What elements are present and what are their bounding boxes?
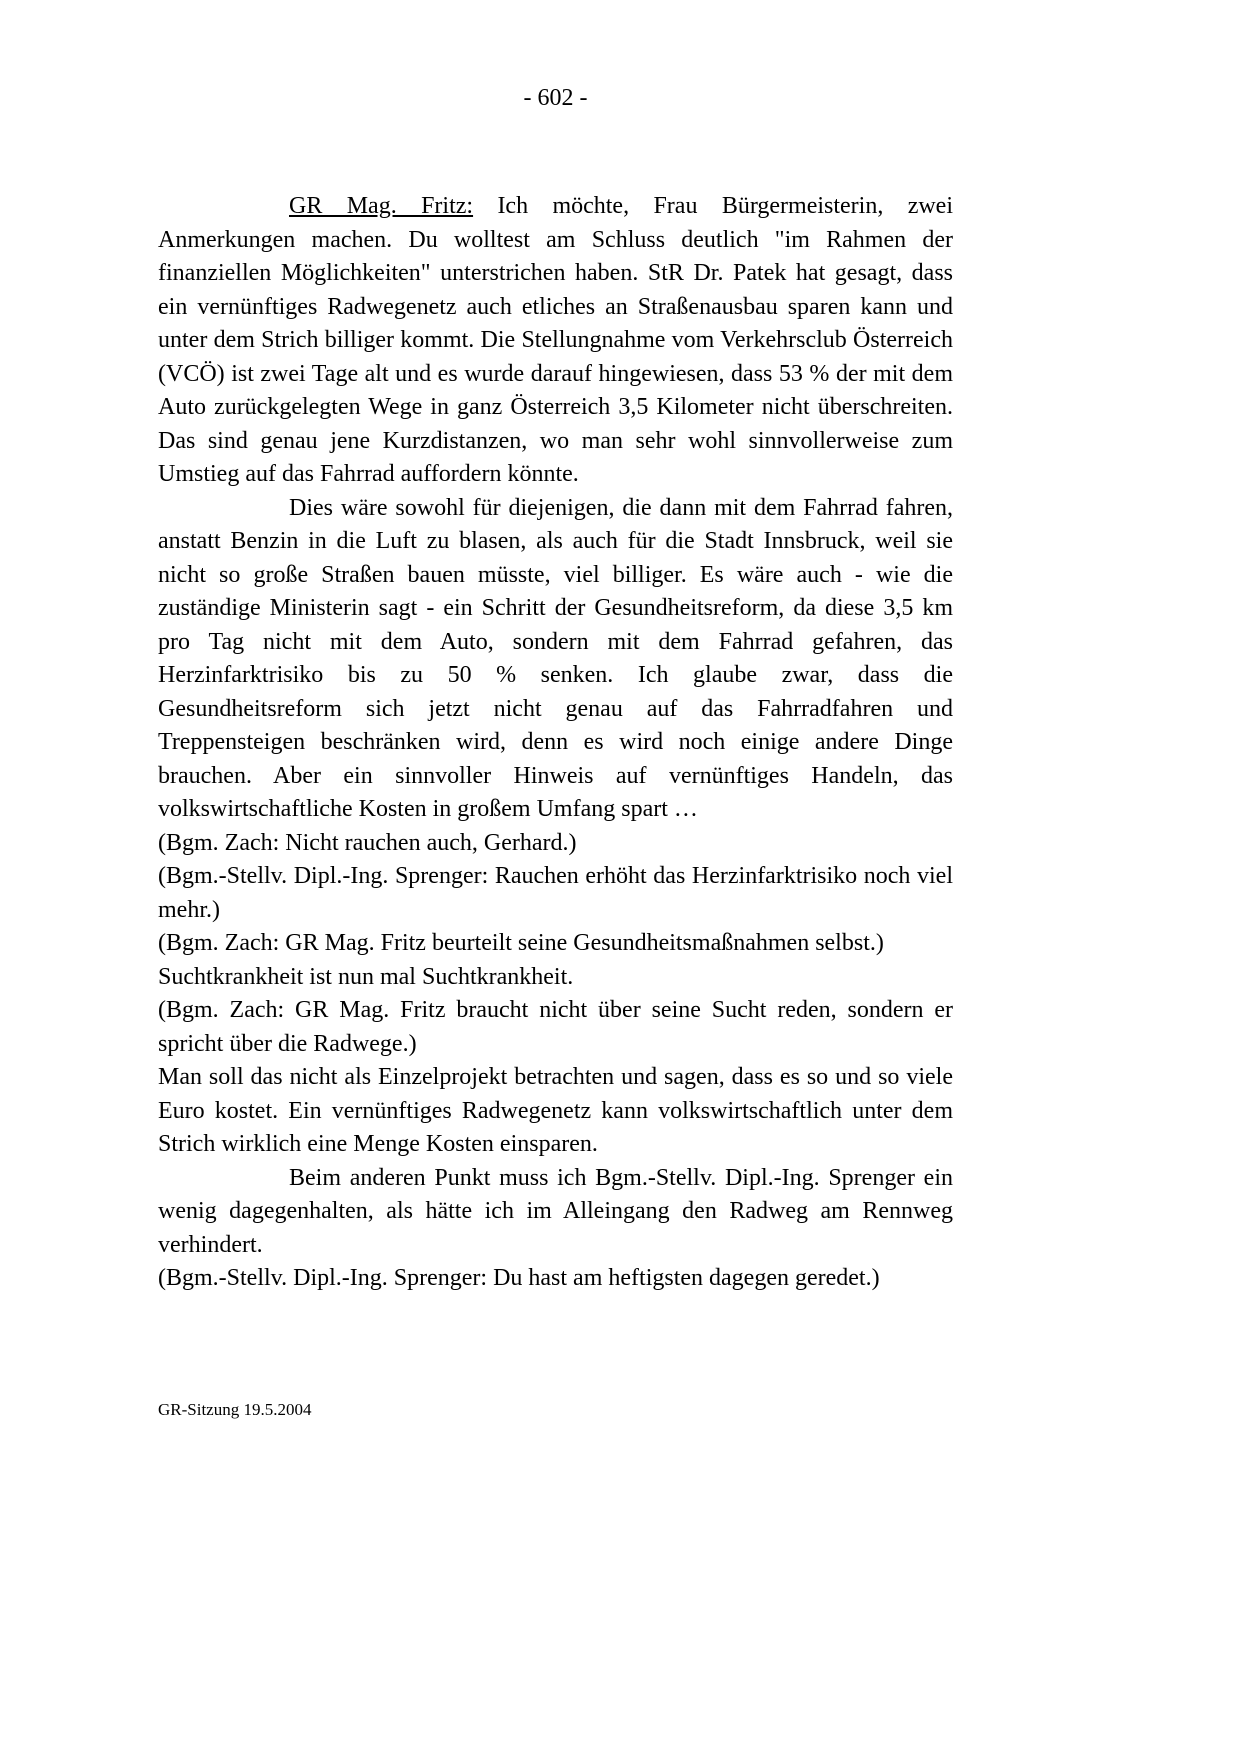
document-body (158, 190, 953, 1296)
interjection: (Bgm.-Stellv. Dipl.-Ing. Sprenger: Rauchen erhöht das Herzinfarktrisiko noch viel mehr.) (158, 863, 953, 923)
document-page (158, 0, 953, 1755)
page-number: - 602 - (523, 85, 588, 111)
paragraph: Beim anderen Punkt muss ich Bgm.-Stellv. Dipl.-Ing. Sprenger ein wenig dagegenhalten, als hätte ich im Alleingang den Radweg am Rennweg verhindert. (158, 1164, 953, 1258)
interjection: (Bgm. Zach: Nicht rauchen auch, Gerhard.) (158, 829, 577, 856)
footer-session-label: GR-Sitzung 19.5.2004 (158, 1400, 312, 1419)
interjection: (Bgm.-Stellv. Dipl.-Ing. Sprenger: Du hast am heftigsten dagegen geredet.) (158, 1265, 880, 1291)
interjection: (Bgm. Zach: GR Mag. Fritz braucht nicht über seine Sucht reden, sondern er spricht über die Radwege.) (158, 997, 953, 1057)
paragraph: Dies wäre sowohl für diejenigen, die dann mit dem Fahrrad fahren, anstatt Benzin in die Luft zu blasen, als auch für die Stadt Innsbruck, weil sie nicht so große Straßen bauen müsste, viel billiger. Es wäre auch - wie die zuständige Ministerin sagt - ein Schritt der Gesundheitsreform, da diese 3,5 km pro Tag nicht mit dem Auto, sondern mit dem Fahrrad gefahren, das Herzinfarktrisiko bis zu 50 % senken. Ich glaube zwar, dass die Gesundheitsreform sich jetzt nicht genau auf das Fahrradfahren und Treppensteigen beschränken wird, denn es wird noch einige andere Dinge brauchen. Aber ein sinnvoller Hinweis auf vernünftiges Handeln, das volkswirtschaftliche Kosten in großem Umfang spart … (158, 494, 953, 822)
interjection: (Bgm. Zach: GR Mag. Fritz beurteilt seine Gesundheitsmaßnahmen selbst.) (158, 930, 884, 956)
paragraph: Man soll das nicht als Einzelprojekt betrachten und sagen, dass es so und so viele Euro kostet. Ein vernünftiges Radwegenetz kann volkswirtschaftlich unter dem Strich wirklich eine Menge Kosten einsparen. (158, 1064, 953, 1157)
paragraph-text: Ich möchte, Frau Bürgermeisterin, zwei Anmerkungen machen. Du wolltest am Schluss deutlich "im Rahmen der finanziellen Möglichkeiten" unterstrichen haben. StR Dr. Patek hat gesagt, dass ein vernünftiges Radwegenetz auch etliches an Straßenausbau sparen kann und unter dem Strich billiger kommt. Die Stellungnahme vom Verkehrsclub Österreich (VCÖ) ist zwei Tage alt und es wurde darauf hingewiesen, dass 53 % der mit dem Auto zurückgelegten Wege in ganz Österreich 3,5 Kilometer nicht überschreiten. Das sind genau jene Kurzdistanzen, wo man sehr wohl sinnvollerweise zum Umstieg auf das Fahrrad auffordern könnte. (158, 193, 954, 487)
paragraph: Suchtkrankheit ist nun mal Suchtkrankheit. (158, 963, 574, 990)
speaker-name: GR Mag. Fritz: (289, 193, 474, 219)
paragraph-speaker-statement (158, 190, 953, 492)
